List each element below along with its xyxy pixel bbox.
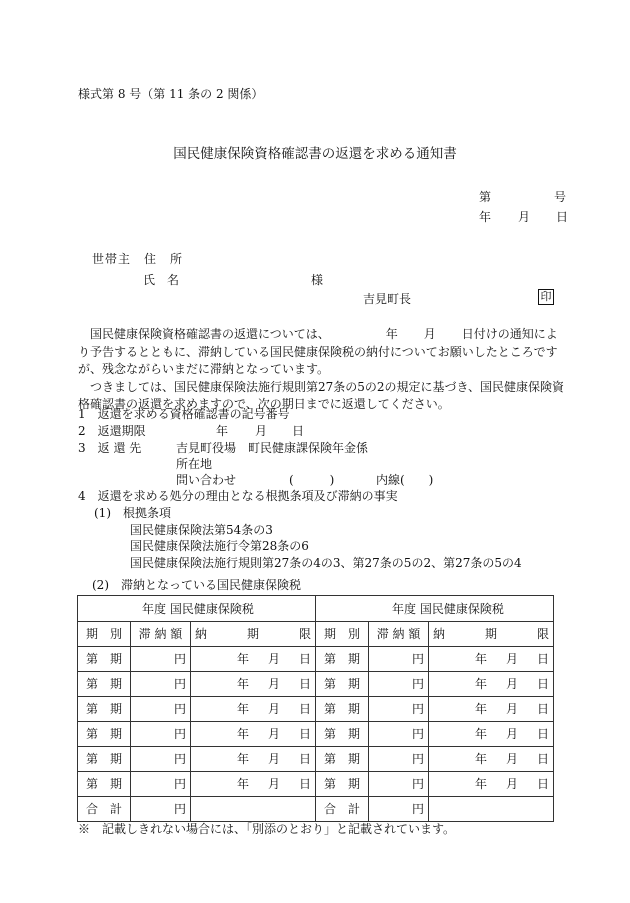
- deadline-month: 月: [268, 677, 281, 691]
- deadline-day: 日: [299, 677, 312, 691]
- item-2-month: 月: [255, 424, 268, 438]
- col-deadline-c: 限: [299, 627, 312, 641]
- deadline-cell-left: [191, 697, 316, 722]
- deadline-year: 年: [475, 777, 488, 791]
- deadline-year: 年: [475, 702, 488, 716]
- law-reference-2: 国民健康保険法施行令第28条の6: [130, 539, 309, 553]
- issue-date-day: 日: [556, 210, 569, 224]
- period-label-left: 第 期: [78, 772, 131, 797]
- deadline-year: 年: [475, 727, 488, 741]
- law-reference-1: 国民健康保険法第54条の3: [130, 523, 273, 537]
- table-total-row: [78, 797, 554, 822]
- item-3-extension: 内線( ): [376, 473, 434, 487]
- issue-date-year: 年: [479, 210, 492, 224]
- amount-cell-right: 円: [369, 747, 429, 772]
- item-4-1: (1) 根拠条項: [94, 506, 171, 520]
- period-label-right: 第 期: [316, 647, 369, 672]
- deadline-cell-right: [429, 697, 554, 722]
- col-deadline-left: [191, 622, 316, 647]
- deadline-day: 日: [537, 777, 550, 791]
- paragraph-1-year: 年: [385, 327, 398, 341]
- amount-cell-left: 円: [131, 672, 191, 697]
- total-deadline-left: [191, 797, 316, 822]
- footnote: ※ 記載しきれない場合には、「別添のとおり」と記載されています。: [78, 822, 456, 836]
- table-column-header-row: [78, 622, 554, 647]
- item-1: 1 返還を求める資格確認書の記号番号: [78, 407, 290, 421]
- deadline-day: 日: [537, 752, 550, 766]
- amount-cell-left: 円: [131, 697, 191, 722]
- deadline-day: 日: [299, 727, 312, 741]
- col-deadline-b: 期: [247, 627, 260, 641]
- deadline-day: 日: [299, 777, 312, 791]
- deadline-day: 日: [299, 652, 312, 666]
- period-label-left: 第 期: [78, 747, 131, 772]
- deadline-month: 月: [268, 652, 281, 666]
- table-row: [78, 747, 554, 772]
- col-deadline-c: 限: [537, 627, 550, 641]
- total-deadline-right: [429, 797, 554, 822]
- total-label-left: 合 計: [78, 797, 131, 822]
- deadline-month: 月: [506, 752, 519, 766]
- deadline-cell-left: [191, 672, 316, 697]
- deadline-month: 月: [506, 677, 519, 691]
- deadline-year: 年: [237, 777, 250, 791]
- amount-cell-left: 円: [131, 722, 191, 747]
- paragraph-1-month: 月: [423, 327, 436, 341]
- item-3-location: 所在地: [176, 457, 213, 471]
- deadline-day: 日: [537, 677, 550, 691]
- total-amount-left: 円: [131, 797, 191, 822]
- deadline-day: 日: [537, 652, 550, 666]
- notice-body: [78, 326, 566, 414]
- deadline-day: 日: [299, 702, 312, 716]
- item-4: 4 返還を求める処分の理由となる根拠条項及び滞納の事実: [78, 489, 398, 503]
- period-label-right: 第 期: [316, 722, 369, 747]
- deadline-cell-left: [191, 647, 316, 672]
- sender-name: 吉見町長: [363, 292, 412, 306]
- deadline-cell-right: [429, 647, 554, 672]
- item-2-label: 2 返還期限: [78, 424, 146, 438]
- period-label-right: 第 期: [316, 672, 369, 697]
- period-label-left: 第 期: [78, 647, 131, 672]
- amount-cell-left: 円: [131, 647, 191, 672]
- amount-cell-left: 円: [131, 747, 191, 772]
- col-period-left: 期 別: [78, 622, 131, 647]
- amount-cell-right: 円: [369, 722, 429, 747]
- amount-cell-right: 円: [369, 772, 429, 797]
- period-label-right: 第 期: [316, 697, 369, 722]
- col-amount-left: 滞 納 額: [131, 622, 191, 647]
- deadline-month: 月: [506, 652, 519, 666]
- total-label-right: 合 計: [316, 797, 369, 822]
- deadline-cell-left: [191, 747, 316, 772]
- deadline-month: 月: [268, 727, 281, 741]
- col-deadline-right: [429, 622, 554, 647]
- form-number: 様式第 8 号（第 11 条の 2 関係）: [78, 87, 264, 101]
- deadline-year: 年: [475, 677, 488, 691]
- deadline-day: 日: [537, 727, 550, 741]
- deadline-day: 日: [299, 752, 312, 766]
- table-year-header-row: [78, 596, 554, 622]
- deadline-cell-right: [429, 672, 554, 697]
- honorific: 様: [311, 273, 324, 287]
- item-3-phone-paren: ( ): [289, 473, 335, 487]
- amount-cell-right: 円: [369, 672, 429, 697]
- law-reference-3: 国民健康保険法施行規則第27条の4の3、第27条の5の2、第27条の5の4: [130, 556, 522, 570]
- item-3-label: 3 返 還 先: [78, 441, 142, 455]
- deadline-month: 月: [268, 752, 281, 766]
- amount-cell-left: 円: [131, 772, 191, 797]
- table-row: [78, 772, 554, 797]
- total-amount-right: 円: [369, 797, 429, 822]
- reference-number-label: 第: [479, 190, 492, 204]
- deadline-cell-right: [429, 722, 554, 747]
- period-label-right: 第 期: [316, 747, 369, 772]
- deadline-cell-right: [429, 772, 554, 797]
- seal-mark: 印: [538, 289, 554, 305]
- item-2-day: 日: [292, 424, 305, 438]
- period-label-left: 第 期: [78, 697, 131, 722]
- item-4-2: (2) 滞納となっている国民健康保険税: [92, 578, 301, 592]
- deadline-month: 月: [506, 727, 519, 741]
- deadline-month: 月: [268, 777, 281, 791]
- col-amount-right: 滞 納 額: [369, 622, 429, 647]
- paragraph-2: つきましては、国民健康保険法施行規則第27条の5の2の規定に基づき、国民健康保険資格確認書の返還を求めますので、次の期日までに返還してください。: [78, 379, 565, 411]
- deadline-year: 年: [237, 752, 250, 766]
- paragraph-1-text-a: 国民健康保険資格確認書の返還については、: [90, 327, 330, 341]
- deadline-year: 年: [475, 652, 488, 666]
- col-period-right: 期 別: [316, 622, 369, 647]
- table-row: [78, 647, 554, 672]
- table-row: [78, 722, 554, 747]
- col-deadline-b: 期: [485, 627, 498, 641]
- deadline-cell-left: [191, 772, 316, 797]
- col-deadline-a: 納: [433, 627, 446, 641]
- deadline-year: 年: [237, 652, 250, 666]
- period-label-right: 第 期: [316, 772, 369, 797]
- year-header-left: 年度 国民健康保険税: [78, 596, 316, 622]
- deadline-day: 日: [537, 702, 550, 716]
- issue-date-month: 月: [518, 210, 531, 224]
- table-row: [78, 697, 554, 722]
- period-label-left: 第 期: [78, 672, 131, 697]
- deadline-year: 年: [237, 727, 250, 741]
- item-3-contact: 問い合わせ: [176, 473, 237, 487]
- reference-number-unit: 号: [554, 190, 567, 204]
- document-title: 国民健康保険資格確認書の返還を求める通知書: [173, 146, 457, 162]
- householder-address-label: 世帯主 住 所: [92, 252, 184, 266]
- householder-name-label: 氏 名: [143, 273, 180, 287]
- deadline-month: 月: [506, 777, 519, 791]
- paragraph-1: [78, 326, 566, 379]
- deadline-month: 月: [268, 702, 281, 716]
- deadline-year: 年: [237, 702, 250, 716]
- table-row: [78, 672, 554, 697]
- amount-cell-right: 円: [369, 697, 429, 722]
- year-header-right: 年度 国民健康保険税: [316, 596, 554, 622]
- period-label-left: 第 期: [78, 722, 131, 747]
- deadline-year: 年: [475, 752, 488, 766]
- amount-cell-right: 円: [369, 647, 429, 672]
- deadline-cell-right: [429, 747, 554, 772]
- col-deadline-a: 納: [195, 627, 208, 641]
- deadline-year: 年: [237, 677, 250, 691]
- deadline-cell-left: [191, 722, 316, 747]
- item-3-office: 吉見町役場 町民健康課保険年金係: [176, 441, 369, 455]
- deadline-month: 月: [506, 702, 519, 716]
- paragraph-1-text-b: 日付けの通知により予告するとともに、滞納している国民健康保険税の納付についてお願いしたところですが、残念ながらいまだに滞納となっています。: [78, 327, 558, 376]
- delinquent-tax-table: [77, 595, 554, 822]
- item-2-year: 年: [216, 424, 229, 438]
